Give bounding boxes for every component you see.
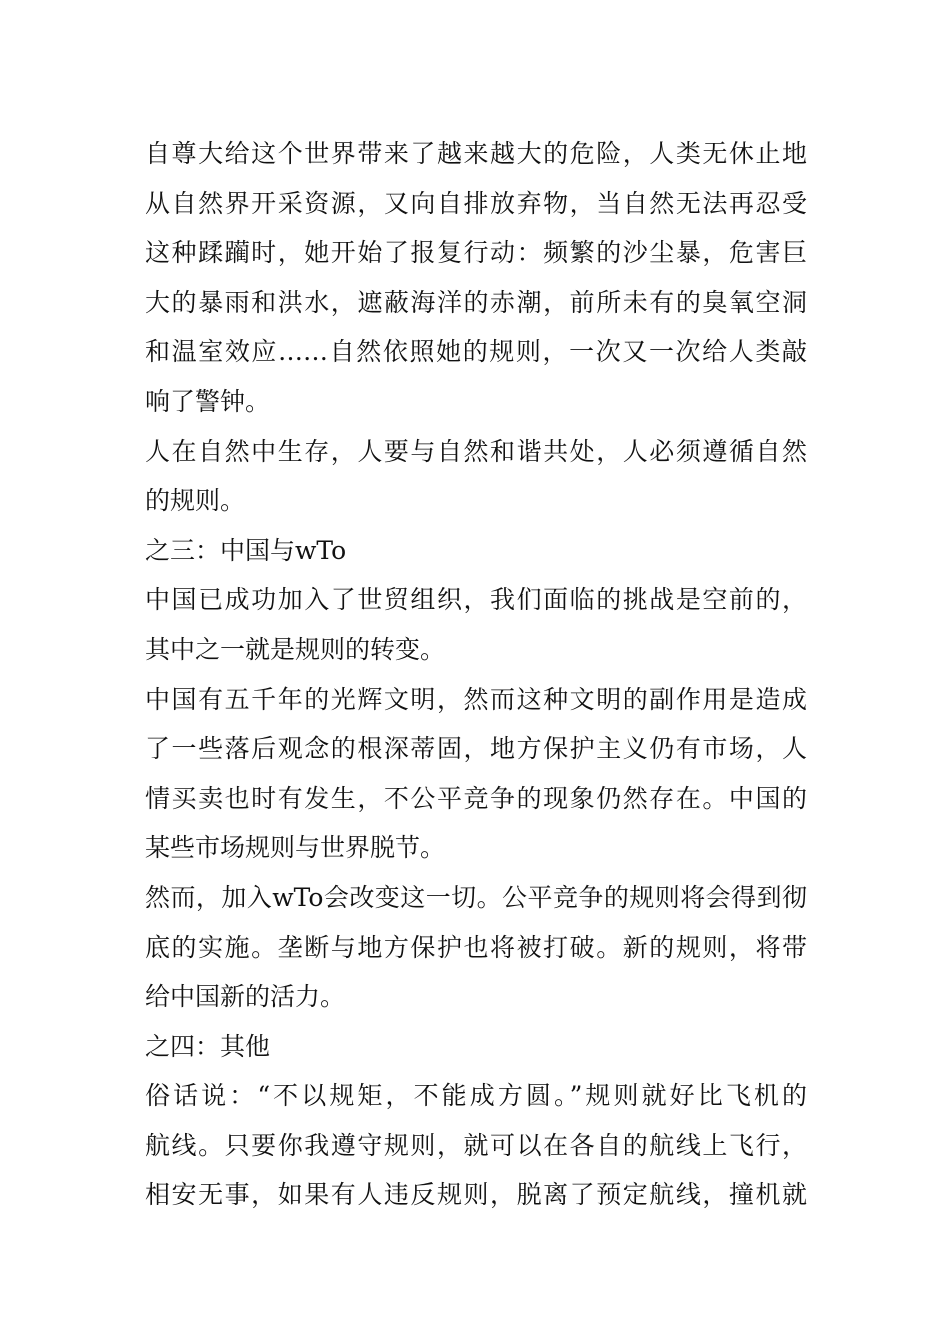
text-line: 从自然界开采资源，又向自排放弃物，当自然无法再忍受 <box>145 188 807 218</box>
text-line: 这种蹂躏时，她开始了报复行动：频繁的沙尘暴，危害巨 <box>145 238 807 268</box>
text-line: 俗话说：“不以规矩，不能成方圆。”规则就好比飞机的 <box>145 1081 807 1111</box>
text-line: 情买卖也时有发生，不公平竞争的现象仍然存在。中国的 <box>145 783 807 813</box>
text-line: 自尊大给这个世界带来了越来越大的危险，人类无休止地 <box>145 139 807 168</box>
text-line: 的规则。 <box>145 486 246 516</box>
text-line: 响了警钟。 <box>145 386 271 416</box>
section-heading: 之四：其他 <box>145 1031 271 1061</box>
text-line: 其中之一就是规则的转变。 <box>145 634 446 664</box>
document-page <box>145 129 807 1220</box>
text-line: 大的暴雨和洪水，遮蔽海洋的赤潮，前所未有的臭氧空洞 <box>145 287 807 317</box>
text-line: 给中国新的活力。 <box>145 982 346 1012</box>
text-line: 相安无事，如果有人违反规则，脱离了预定航线，撞机就 <box>145 1180 807 1210</box>
text-line: 和温室效应……自然依照她的规则，一次又一次给人类敲 <box>145 337 807 367</box>
text-line: 人在自然中生存，人要与自然和谐共处，人必须遵循自然 <box>145 436 807 466</box>
text-line: 航线。只要你我遵守规则，就可以在各自的航线上飞行， <box>145 1130 807 1160</box>
text-line: 中国有五千年的光辉文明，然而这种文明的副作用是造成 <box>145 684 807 714</box>
section-heading: 之三：中国与wTo <box>145 535 347 565</box>
text-line: 底的实施。垄断与地方保护也将被打破。新的规则，将带 <box>145 932 807 962</box>
text-line: 某些市场规则与世界脱节。 <box>145 833 446 863</box>
text-line: 然而，加入wTo会改变这一切。公平竞争的规则将会得到彻 <box>145 882 807 912</box>
text-line: 了一些落后观念的根深蒂固，地方保护主义仍有市场，人 <box>145 734 807 764</box>
text-line: 中国已成功加入了世贸组织，我们面临的挑战是空前的， <box>145 585 807 615</box>
